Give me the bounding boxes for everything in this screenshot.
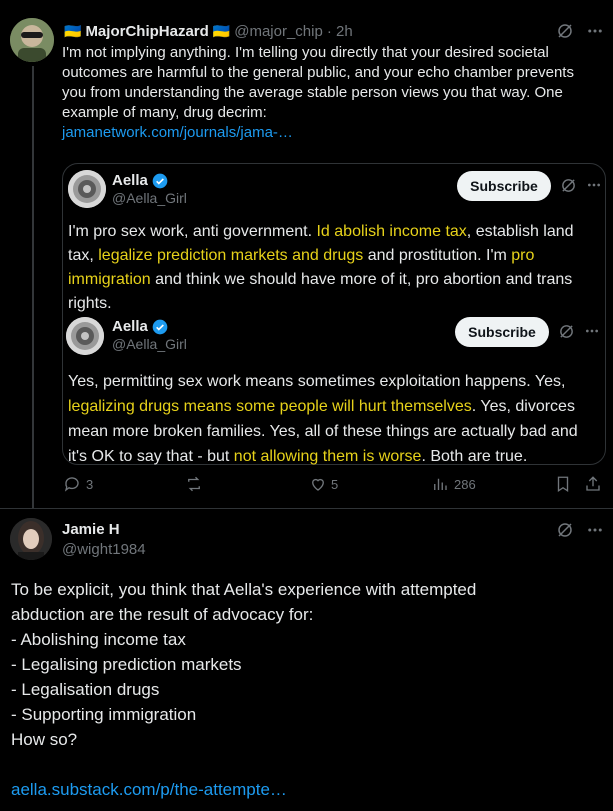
grok-icon[interactable] (554, 519, 576, 541)
flag-emoji-right: 🇺🇦 (212, 22, 231, 39)
verified-icon (152, 173, 168, 189)
reply-author-name[interactable]: Jamie H (62, 521, 120, 538)
avatar-aella[interactable] (68, 170, 106, 208)
reply-icon[interactable] (62, 474, 82, 494)
bookmark-icon[interactable] (553, 474, 573, 494)
quote1-text-part: and think we should have more of it, pro abortion and trans rights. (68, 271, 573, 312)
author-name[interactable]: MajorChipHazard (85, 22, 209, 40)
quote1-author-handle[interactable]: @Aella_Girl (112, 190, 187, 206)
share-icon[interactable] (583, 474, 603, 494)
more-icon[interactable] (584, 175, 604, 195)
quote1-highlight: Id abolish income tax (316, 223, 467, 240)
avatar-aella[interactable] (66, 317, 104, 355)
reply-line: - Legalising prediction markets (11, 655, 242, 674)
tweet-divider (0, 508, 613, 509)
reply-count: 3 (86, 477, 94, 492)
view-count: 286 (454, 477, 476, 492)
author-handle[interactable]: @major_chip (234, 22, 323, 40)
views-icon[interactable] (430, 474, 450, 494)
avatar-majorchiphazard[interactable] (10, 18, 54, 62)
repost-icon[interactable] (184, 474, 204, 494)
quote1-text (68, 220, 598, 316)
quote2-highlight: legalizing drugs means some people will hurt themselves (68, 398, 472, 415)
quote1-text-part: and prostitution. I'm (363, 247, 512, 264)
like-count: 5 (331, 477, 339, 492)
quote2-highlight: not allowing them is worse (233, 448, 422, 465)
quote2-text-part: . Yes, divorces mean more broken families. Yes, all of these things are actually bad and it's OK to say that - but (68, 398, 578, 465)
grok-icon[interactable] (554, 20, 576, 42)
thread-line (32, 66, 34, 508)
timestamp[interactable]: · 2h (326, 22, 353, 40)
quote1-text-part: , establish land tax, (68, 223, 574, 264)
quote1-text-part: I'm pro sex work, anti government. (68, 223, 317, 240)
quote2-text (68, 369, 598, 469)
tweet-text: I'm not implying anything. I'm telling you directly that your desired societal outcomes are harmful to the general public, and your echo chamber prevents you from understanding the average stable person views you that way. One example of many, drug decrim: (62, 44, 574, 121)
quote2-author-name[interactable]: Aella (112, 318, 148, 335)
reply-line: To be explicit, you think that Aella's experience with attempted (11, 580, 477, 599)
tweet-body (62, 43, 602, 143)
subscribe-button[interactable]: Subscribe (457, 171, 551, 201)
quote1-author-name[interactable]: Aella (112, 172, 148, 189)
grok-icon[interactable] (556, 321, 576, 341)
flag-emoji-left: 🇺🇦 (64, 22, 82, 39)
quote1-highlight: legalize prediction markets and drugs (98, 247, 364, 264)
reply-line: - Legalisation drugs (11, 680, 160, 699)
avatar-jamieh[interactable] (10, 518, 52, 560)
like-icon[interactable] (308, 474, 328, 494)
reply-line: abduction are the result of advocacy for: (11, 605, 314, 624)
reply-body (11, 577, 601, 802)
reply-line: How so? (11, 730, 78, 749)
reply-link[interactable]: aella.substack.com/p/the-attempte… (11, 780, 287, 799)
verified-icon (152, 319, 168, 335)
more-icon[interactable] (584, 519, 606, 541)
grok-icon[interactable] (558, 175, 578, 195)
more-icon[interactable] (582, 321, 602, 341)
quote2-author-handle[interactable]: @Aella_Girl (112, 336, 187, 352)
reply-line: - Abolishing income tax (11, 630, 186, 649)
tweet-link[interactable]: jamanetwork.com/journals/jama-… (62, 124, 293, 141)
more-icon[interactable] (584, 20, 606, 42)
reply-author-handle[interactable]: @wight1984 (62, 541, 146, 558)
quote2-text-part: . Both are true. (421, 448, 528, 465)
quote1-highlight: pro immigration (68, 247, 535, 288)
subscribe-button[interactable]: Subscribe (455, 317, 549, 347)
reply-line: - Supporting immigration (11, 705, 197, 724)
quote2-text-part: Yes, permitting sex work means sometimes exploitation happens. Yes, (68, 373, 566, 390)
